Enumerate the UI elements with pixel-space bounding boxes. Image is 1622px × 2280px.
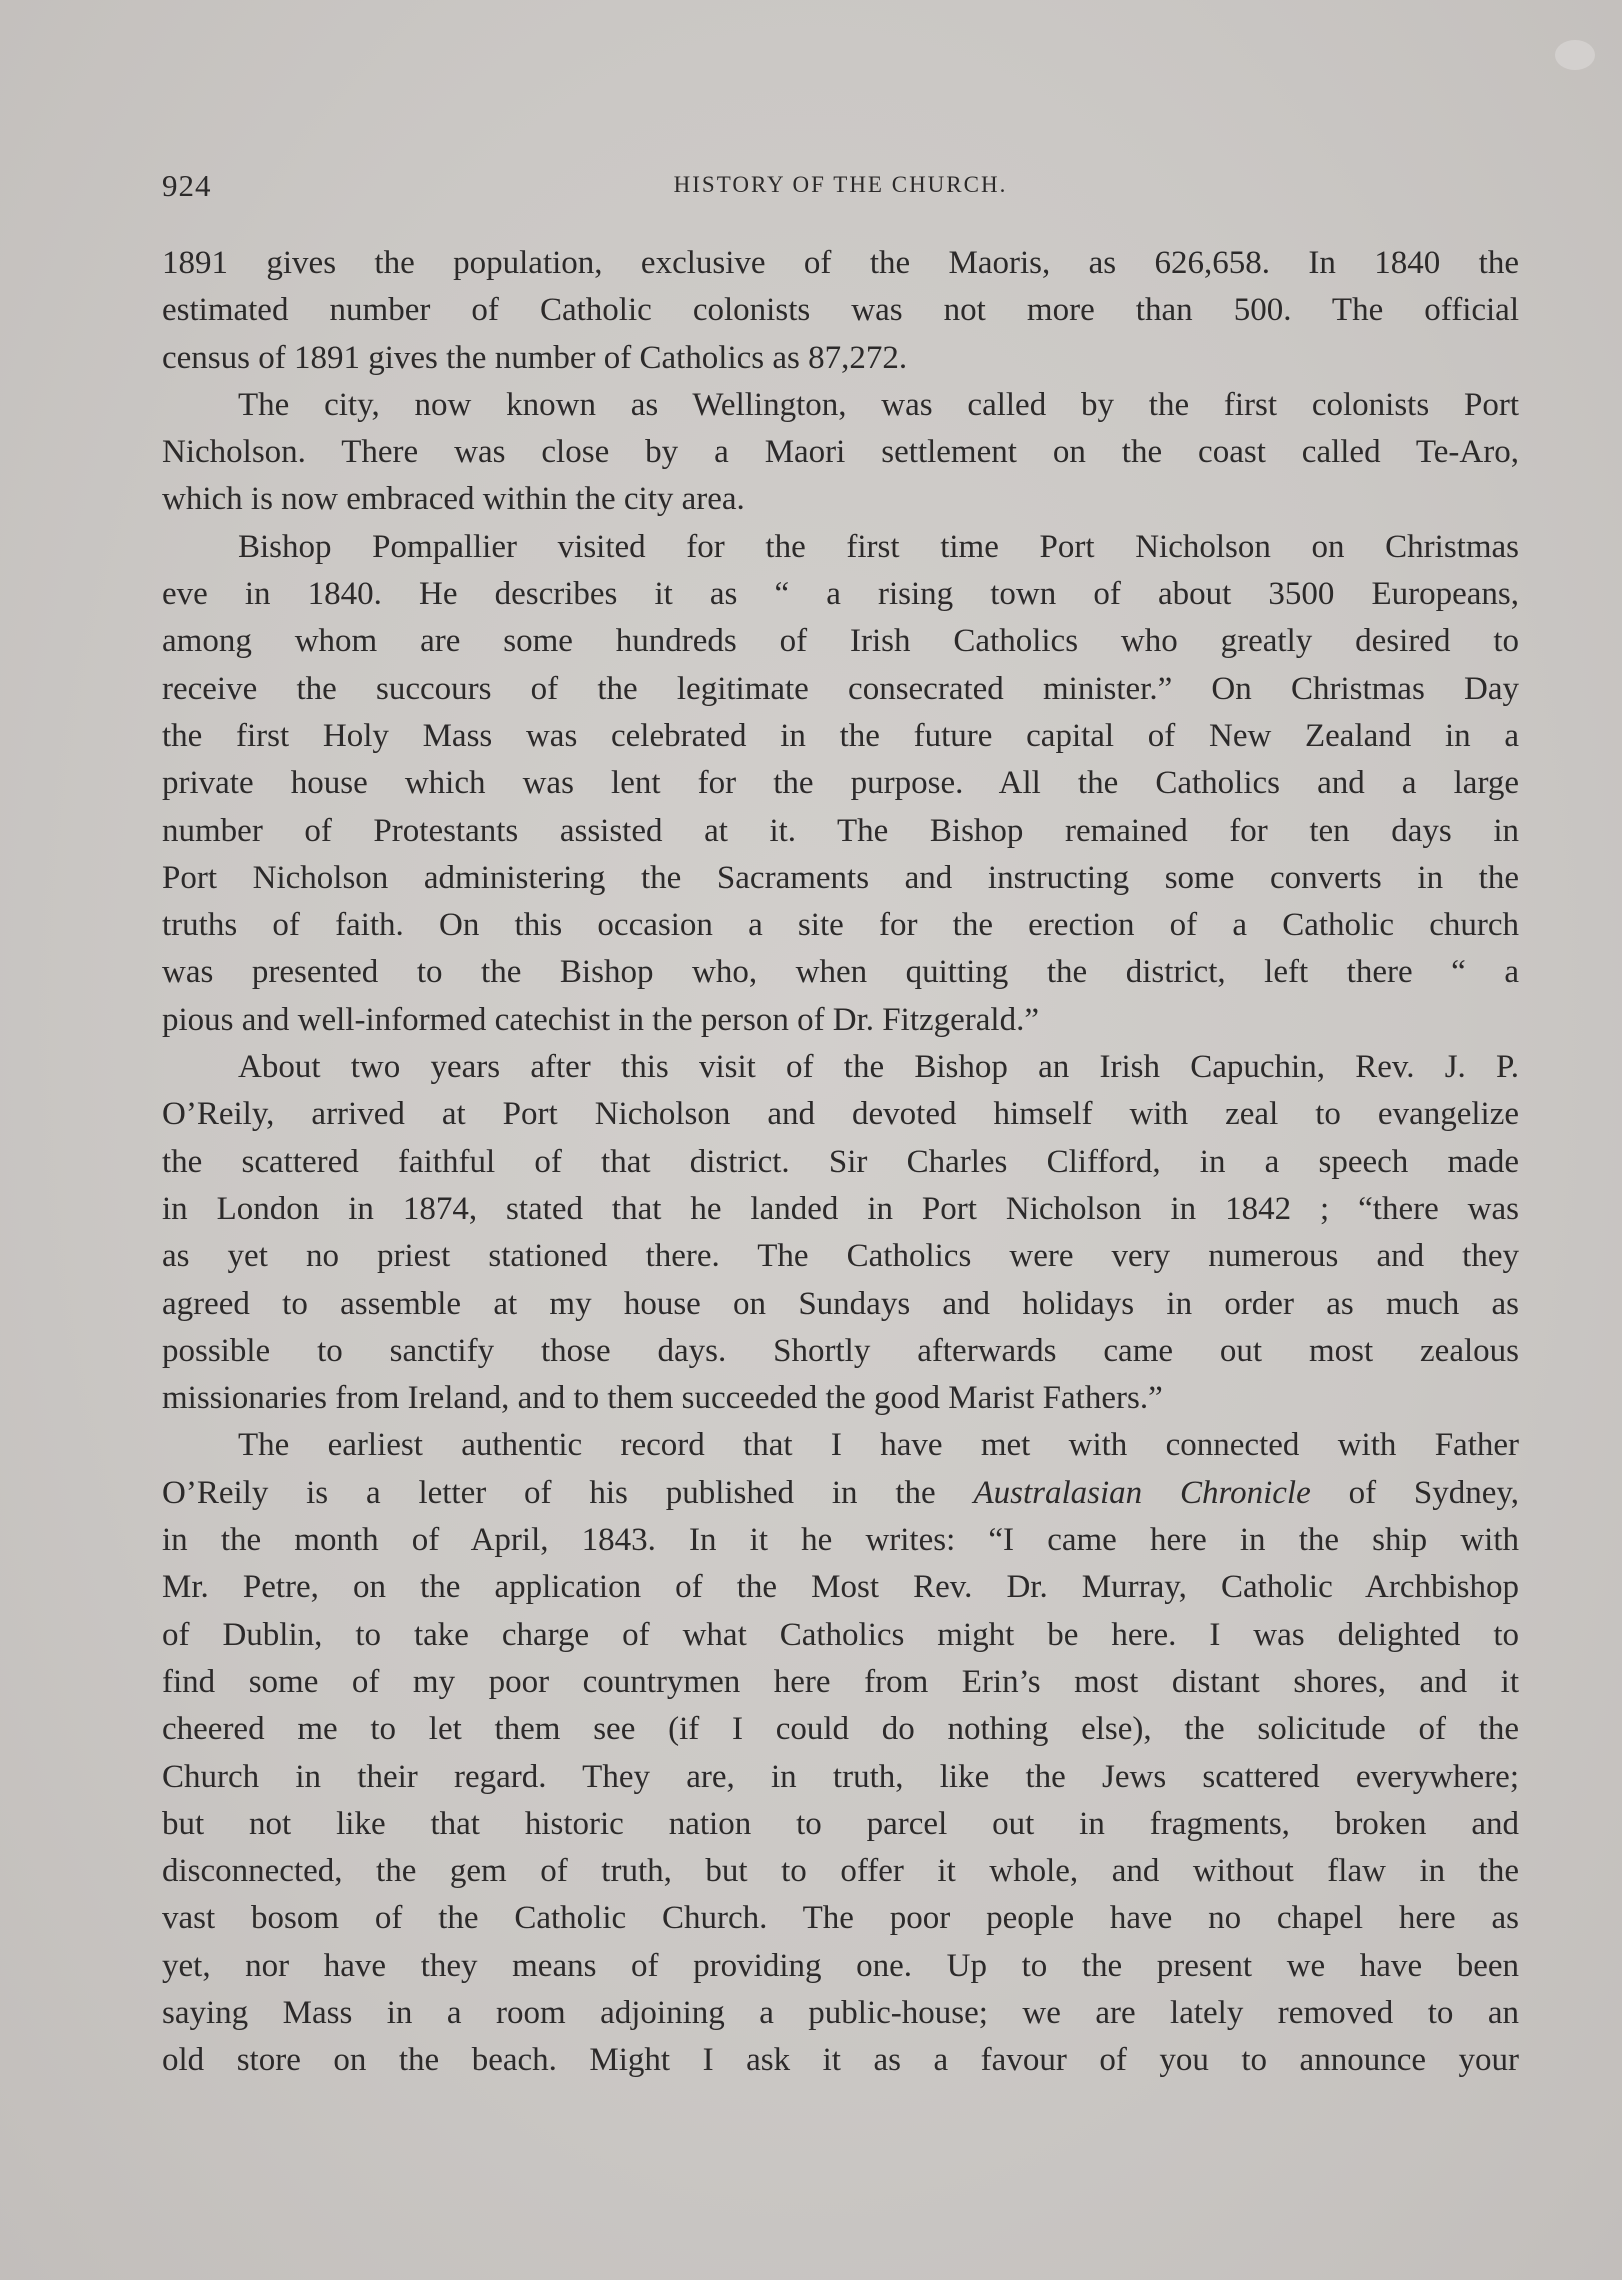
text-line: disconnected, the gem of truth, but to offer it whole, and without flaw in the bbox=[162, 1853, 1519, 1890]
text-line: which is now embraced within the city area. bbox=[162, 481, 745, 518]
text-line: the first Holy Mass was celebrated in the future capital of New Zealand in a bbox=[162, 717, 1519, 754]
body-text bbox=[162, 240, 1519, 2085]
text-line: eve in 1840. He describes it as “ a rising town of about 3500 Europeans, bbox=[162, 576, 1519, 613]
text-line: Bishop Pompallier visited for the first time Port Nicholson on Christmas bbox=[238, 528, 1519, 565]
text-line: estimated number of Catholic colonists was not more than 500. The official bbox=[162, 292, 1519, 329]
text-line: in the month of April, 1843. In it he writes: “I came here in the ship with bbox=[162, 1522, 1519, 1559]
text-line: pious and well-informed catechist in the person of Dr. Fitzgerald.” bbox=[162, 1001, 1039, 1038]
text-line bbox=[162, 1470, 1519, 1517]
text-line: The earliest authentic record that I have met with connected with Father bbox=[238, 1427, 1519, 1464]
text-line: find some of my poor countrymen here from Erin’s most distant shores, and it bbox=[162, 1663, 1519, 1700]
text-line: Port Nicholson administering the Sacraments and instructing some converts in the bbox=[162, 859, 1519, 896]
text-line: among whom are some hundreds of Irish Catholics who greatly desired to bbox=[162, 623, 1519, 660]
text-line: private house which was lent for the purpose. All the Catholics and a large bbox=[162, 765, 1519, 802]
text-line: 1891 gives the population, exclusive of the Maoris, as 626,658. In 1840 the bbox=[162, 245, 1519, 281]
text-line: of Dublin, to take charge of what Catholics might be here. I was delighted to bbox=[162, 1616, 1519, 1653]
text-line: yet, nor have they means of providing one. Up to the present we have been bbox=[162, 1947, 1519, 1984]
text-line: O’Reily, arrived at Port Nicholson and devoted himself with zeal to evangelize bbox=[162, 1096, 1519, 1133]
text-line: agreed to assemble at my house on Sundays and holidays in order as much as bbox=[162, 1285, 1519, 1322]
paper-blemish bbox=[1555, 40, 1595, 70]
text-segment: O’Reily is a letter of his published in the bbox=[162, 1474, 974, 1511]
text-line: receive the succours of the legitimate consecrated minister.” On Christmas Day bbox=[162, 670, 1519, 707]
text-line: was presented to the Bishop who, when quitting the district, left there “ a bbox=[162, 954, 1519, 991]
text-segment: of Sydney, bbox=[1310, 1474, 1519, 1511]
text-line: Nicholson. There was close by a Maori settlement on the coast called Te-Aro, bbox=[162, 434, 1519, 471]
text-line: but not like that historic nation to parcel out in fragments, broken and bbox=[162, 1805, 1519, 1842]
text-line: census of 1891 gives the number of Catholics as 87,272. bbox=[162, 339, 908, 376]
text-line: truths of faith. On this occasion a site for the erection of a Catholic church bbox=[162, 907, 1519, 944]
text-line: the scattered faithful of that district. Sir Charles Clifford, in a speech made bbox=[162, 1143, 1519, 1180]
text-line: number of Protestants assisted at it. The Bishop remained for ten days in bbox=[162, 812, 1519, 849]
text-line: Church in their regard. They are, in truth, like the Jews scattered everywhere; bbox=[162, 1758, 1519, 1795]
text-line: cheered me to let them see (if I could do nothing else), the solicitude of the bbox=[162, 1711, 1519, 1748]
text-line: saying Mass in a room adjoining a public-house; we are lately removed to an bbox=[162, 1994, 1519, 2031]
text-line: as yet no priest stationed there. The Catholics were very numerous and they bbox=[162, 1238, 1519, 1275]
text-line: About two years after this visit of the Bishop an Irish Capuchin, Rev. J. P. bbox=[238, 1049, 1519, 1086]
text-line: old store on the beach. Might I ask it as a favour of you to announce your bbox=[162, 2042, 1519, 2079]
text-line: Mr. Petre, on the application of the Most Rev. Dr. Murray, Catholic Archbishop bbox=[162, 1569, 1519, 1606]
paragraph bbox=[162, 1422, 1519, 2084]
paragraph bbox=[162, 524, 1519, 1044]
publication-title: Australasian Chronicle bbox=[973, 1474, 1311, 1511]
page-number: 924 bbox=[162, 168, 212, 203]
text-line: missionaries from Ireland, and to them succeeded the good Marist Fathers.” bbox=[162, 1380, 1163, 1417]
running-header bbox=[162, 168, 1519, 208]
text-line: in London in 1874, stated that he landed in Port Nicholson in 1842 ; “there was bbox=[162, 1190, 1519, 1227]
running-title: HISTORY OF THE CHURCH. bbox=[673, 172, 1008, 197]
paragraph bbox=[162, 240, 1519, 382]
paragraph bbox=[162, 1044, 1519, 1422]
text-line: The city, now known as Wellington, was called by the first colonists Port bbox=[238, 386, 1519, 423]
paragraph bbox=[162, 382, 1519, 524]
text-line: vast bosom of the Catholic Church. The poor people have no chapel here as bbox=[162, 1900, 1519, 1937]
text-line: possible to sanctify those days. Shortly afterwards came out most zealous bbox=[162, 1332, 1519, 1369]
